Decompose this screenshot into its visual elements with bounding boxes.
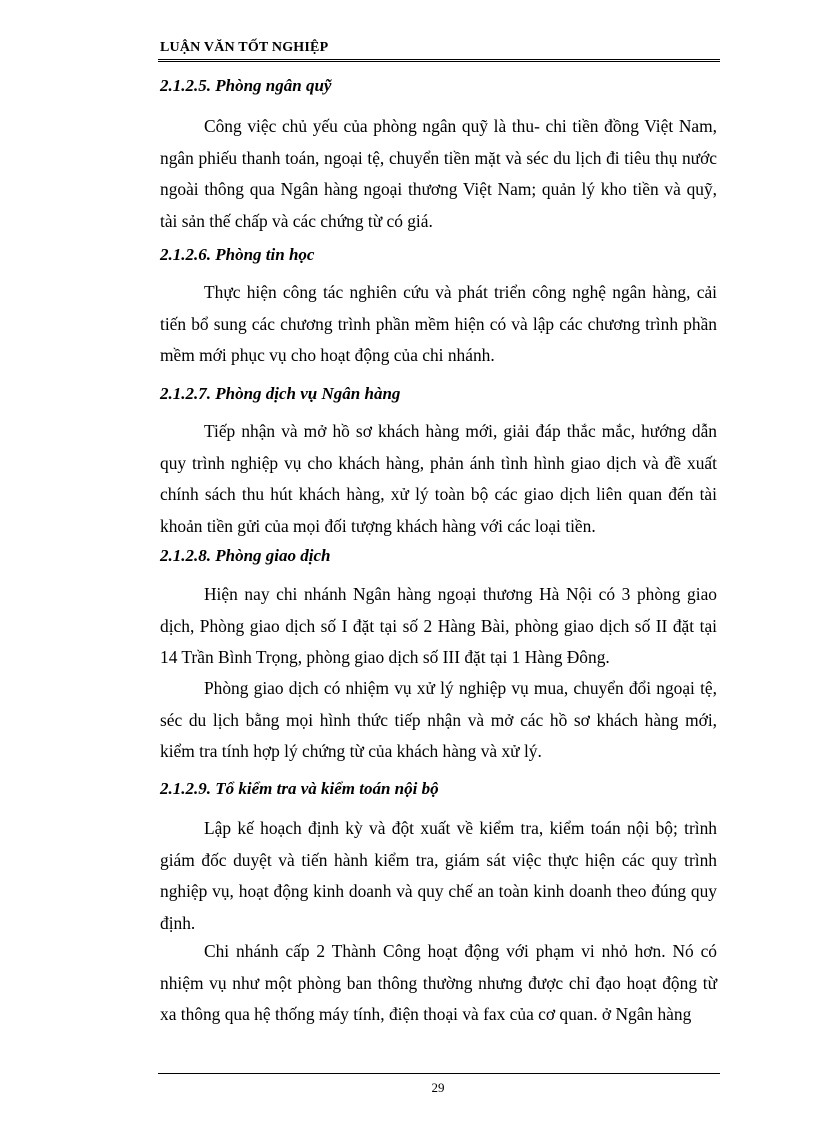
paragraph-phong-giao-dich-1: Hiện nay chi nhánh Ngân hàng ngoại thương Hà Nội có 3 phòng giao dịch, Phòng giao dịch số I đặt tại số 2 Hàng Bài, phòng giao dịch số II đặt tại 14 Trần Bình Trọng, phòng giao dịch số III đặt tại 1 Hàng Đông. [160,584,717,667]
header-rule-double [158,61,720,62]
section-heading-2-1-2-9: 2.1.2.9. Tổ kiểm tra và kiểm toán nội bộ [160,779,439,798]
page-number: 29 [431,1080,445,1095]
paragraph-phong-giao-dich-2: Phòng giao dịch có nhiệm vụ xử lý nghiệp vụ mua, chuyển đổi ngoại tệ, séc du lịch bằng mọi hình thức tiếp nhận và mở các hồ sơ khách hàng mới, kiểm tra tính hợp lý chứng từ của khách hàng và xử lý. [160,678,717,761]
section-heading-2-1-2-8: 2.1.2.8. Phòng giao dịch [160,546,331,565]
paragraph-kiem-toan-noi-bo-2: Chi nhánh cấp 2 Thành Công hoạt động với phạm vi nhỏ hơn. Nó có nhiệm vụ như một phòng ban thông thường nhưng được chỉ đạo hoạt động từ xa thông qua hệ thống máy tính, điện thoại và fax của cơ quan. ở Ngân hàng [160,941,717,1024]
running-header-title: LUẬN VĂN TỐT NGHIỆP [160,40,329,55]
paragraph-kiem-toan-noi-bo-1: Lập kế hoạch định kỳ và đột xuất về kiểm tra, kiểm toán nội bộ; trình giám đốc duyệt và tiến hành kiểm tra, giám sát việc thực hiện các quy trình nghiệp vụ, hoạt động kinh doanh và quy chế an toàn kinh doanh theo đúng quy định. [160,818,717,933]
section-heading-2-1-2-7: 2.1.2.7. Phòng dịch vụ Ngân hàng [160,384,401,403]
section-heading-2-1-2-6: 2.1.2.6. Phòng tin học [160,245,315,264]
paragraph-phong-ngan-quy: Công việc chủ yếu của phòng ngân quỹ là thu- chi tiền đồng Việt Nam, ngân phiếu thanh toán, ngoại tệ, chuyển tiền mặt và séc du lịch đi tiêu thụ nước ngoài thông qua Ngân hàng ngoại thương Việt Nam; quản lý kho tiền và quỹ, tài sản thế chấp và các chứng từ có giá. [160,116,717,231]
header-rule [158,59,720,60]
paragraph-phong-dich-vu-ngan-hang: Tiếp nhận và mở hồ sơ khách hàng mới, giải đáp thắc mắc, hướng dẫn quy trình nghiệp vụ cho khách hàng, phản ánh tình hình giao dịch và đề xuất chính sách thu hút khách hàng, xử lý toàn bộ các giao dịch liên quan đến tài khoản tiền gửi của mọi đối tượng khách hàng với các loại tiền. [160,421,717,536]
section-heading-2-1-2-5: 2.1.2.5. Phòng ngân quỹ [160,76,332,95]
footer-rule [158,1073,720,1074]
paragraph-phong-tin-hoc: Thực hiện công tác nghiên cứu và phát triển công nghệ ngân hàng, cải tiến bổ sung các chương trình phần mềm hiện có và lập các chương trình phần mềm mới phục vụ cho hoạt động của chi nhánh. [160,282,717,365]
